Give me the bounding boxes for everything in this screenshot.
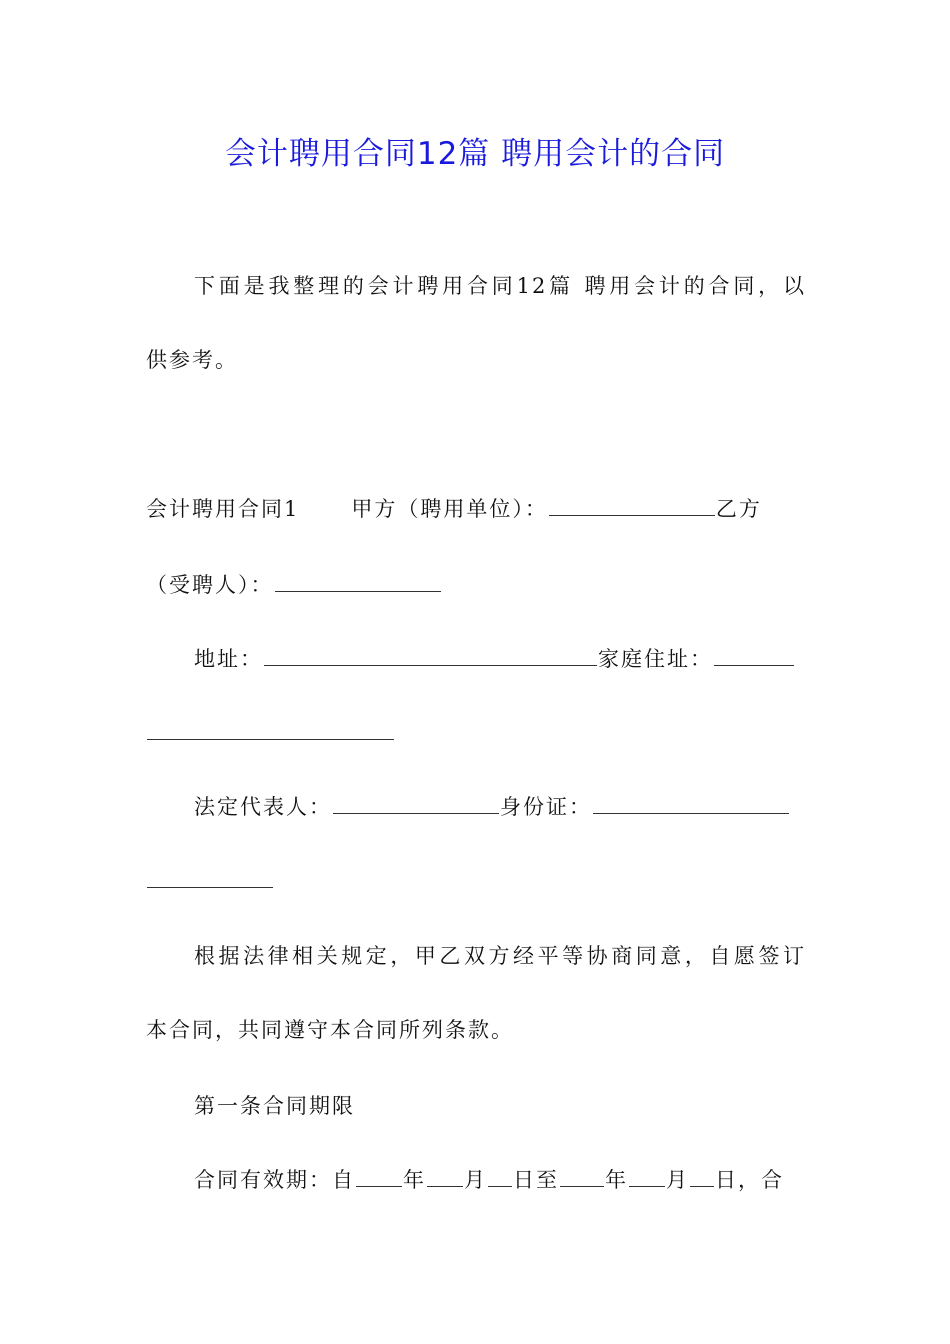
party-b-line bbox=[146, 570, 806, 600]
id-card-continued bbox=[146, 866, 806, 896]
intro-line-2: 供参考。 bbox=[146, 348, 238, 372]
party-b-label-start: 乙方 bbox=[715, 497, 762, 521]
address-label: 地址： bbox=[194, 647, 263, 671]
party-a-blank bbox=[549, 495, 715, 516]
end-year-blank bbox=[560, 1166, 604, 1187]
home-address-blank-1 bbox=[714, 645, 794, 666]
term-tail: 合 bbox=[761, 1168, 784, 1192]
party-a-label: 甲方（聘用单位）： bbox=[351, 497, 548, 521]
term-month-1: 月 bbox=[464, 1168, 487, 1192]
contract-heading-line bbox=[146, 494, 806, 524]
term-day-end: 日， bbox=[715, 1168, 761, 1192]
party-b-label: （受聘人）： bbox=[146, 573, 274, 597]
legal-rep-line bbox=[194, 792, 806, 822]
term-month-2: 月 bbox=[666, 1168, 689, 1192]
basis-line-1: 根据法律相关规定，甲乙双方经平等协商同意，自愿签订 bbox=[194, 944, 806, 968]
end-day-blank bbox=[690, 1166, 714, 1187]
legal-rep-label: 法定代表人： bbox=[194, 795, 332, 819]
home-address-label: 家庭住址： bbox=[598, 647, 713, 671]
term-day-to: 日至 bbox=[513, 1168, 559, 1192]
id-card-label: 身份证： bbox=[500, 795, 592, 819]
term-year-2: 年 bbox=[605, 1168, 628, 1192]
term-line bbox=[194, 1165, 806, 1195]
id-card-blank-2 bbox=[147, 867, 273, 888]
article-1-title: 第一条合同期限 bbox=[194, 1094, 355, 1118]
start-year-blank bbox=[356, 1166, 402, 1187]
address-blank bbox=[264, 645, 597, 666]
document-title: 会计聘用合同12篇 聘用会计的合同 bbox=[224, 136, 726, 172]
end-month-blank bbox=[629, 1166, 665, 1187]
party-b-blank bbox=[275, 571, 441, 592]
intro-line-1: 下面是我整理的会计聘用合同12篇 聘用会计的合同，以 bbox=[194, 274, 806, 298]
contract-heading: 会计聘用合同1 bbox=[146, 497, 300, 521]
term-prefix: 合同有效期：自 bbox=[194, 1168, 355, 1192]
address-line bbox=[194, 644, 806, 674]
legal-rep-blank bbox=[333, 793, 499, 814]
term-year-1: 年 bbox=[403, 1168, 426, 1192]
home-address-blank-2 bbox=[147, 719, 394, 740]
home-address-continued bbox=[146, 718, 806, 748]
basis-line-2: 本合同，共同遵守本合同所列条款。 bbox=[146, 1018, 514, 1042]
start-month-blank bbox=[427, 1166, 463, 1187]
start-day-blank bbox=[488, 1166, 512, 1187]
id-card-blank-1 bbox=[593, 793, 789, 814]
